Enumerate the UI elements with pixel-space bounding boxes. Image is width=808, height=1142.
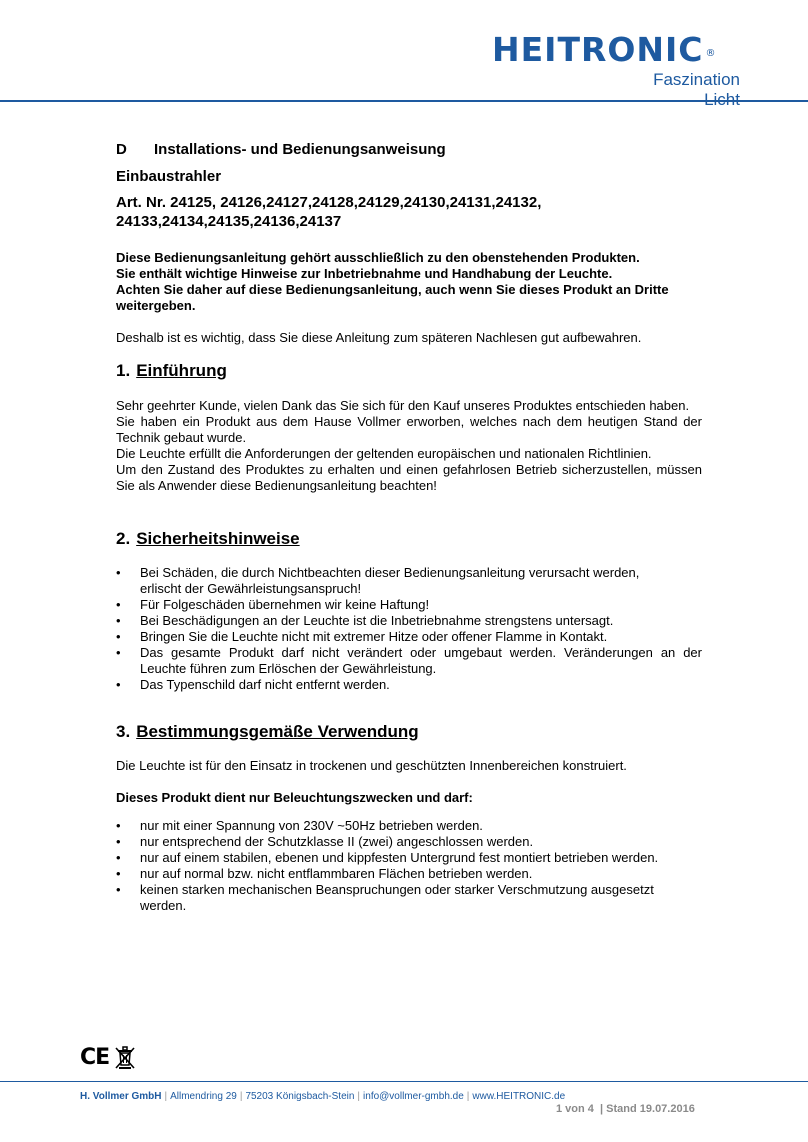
bullet-icon: • [116, 866, 121, 881]
bullet-icon: • [116, 850, 121, 865]
intro-line: Sie enthält wichtige Hinweise zur Inbetriebnahme und Handhabung der Leuchte. [116, 266, 613, 281]
city: 75203 Königsbach-Stein [245, 1091, 355, 1102]
list-item [116, 866, 702, 882]
bullet-icon: • [116, 613, 121, 628]
article-numbers-line-2: 24133,24134,24135,24136,24137 [116, 213, 342, 230]
list-item-text: Bei Beschädigungen an der Leuchte ist die Inbetriebnahme strengstens untersagt. [140, 613, 614, 628]
list-item-text: Bringen Sie die Leuchte nicht mit extremer Hitze oder offener Flamme in Kontakt. [140, 629, 608, 644]
bullet-icon: • [116, 565, 121, 580]
intro-line: Achten Sie daher auf diese Bedienungsanleitung, auch wenn Sie dieses Produkt an Dritte weitergeben. [116, 282, 669, 313]
intended-use-text: Die Leuchte ist für den Einsatz in trockenen und geschützten Innenbereichen konstruiert. [116, 758, 627, 773]
bullet-icon: • [116, 834, 121, 849]
footer-rule [0, 1081, 808, 1082]
list-item-text: nur auf einem stabilen, ebenen und kippfesten Untergrund fest montiert betrieben werden. [140, 850, 659, 865]
list-item [116, 565, 702, 597]
document-body [116, 140, 702, 914]
product-name: Einbaustrahler [116, 168, 222, 185]
list-item [116, 834, 702, 850]
footer-address: H. Vollmer GmbH | Allmendring 29 | 75203 Königsbach-Stein | info@vollmer-gmbh.de | www.HEITRONIC.de [80, 1091, 566, 1102]
list-item-text: Das gesamte Produkt darf nicht verändert oder umgebaut werden. Veränderungen an der Leuchte führen zum Erlöschen der Gewährleistung. [140, 645, 702, 676]
bullet-icon: • [116, 818, 121, 833]
revision-date: | Stand 19.07.2016 [600, 1103, 695, 1115]
intro-line: Diese Bedienungsanleitung gehört ausschließlich zu den obenstehenden Produkten. [116, 250, 640, 265]
list-item [116, 850, 702, 866]
compliance-marks [80, 1045, 135, 1070]
section-heading-sicherheitshinweise [116, 528, 702, 549]
list-item-text: nur auf normal bzw. nicht entflammbaren Flächen betrieben werden. [140, 866, 533, 881]
bullet-icon: • [116, 645, 121, 660]
list-title: Dieses Produkt dient nur Beleuchtungszwecken und darf: [116, 790, 473, 805]
section-title: Bestimmungsgemäße Verwendung [136, 722, 419, 741]
list-item-text: nur mit einer Spannung von 230V ~50Hz betrieben werden. [140, 818, 483, 833]
bullet-icon: • [116, 677, 121, 692]
list-item-text: keinen starken mechanischen Beanspruchungen oder starker Verschmutzung ausgesetzt werden. [140, 882, 654, 913]
list-item [116, 882, 702, 914]
section-title: Sicherheitshinweise [136, 529, 300, 548]
section-number: 2. [116, 529, 131, 548]
logo-tagline: Faszination [653, 70, 740, 89]
street: Allmendring 29 [170, 1091, 237, 1102]
email-link[interactable]: info@vollmer-gmbh.de [363, 1091, 464, 1102]
list-item-text: Für Folgeschäden übernehmen wir keine Haftung! [140, 597, 430, 612]
bullet-icon: • [116, 597, 121, 612]
ce-mark-icon: CE [80, 1045, 110, 1070]
list-item [116, 613, 702, 629]
page-number: 1 von 4 [556, 1103, 594, 1115]
header-rule [0, 100, 808, 102]
language-prefix: D [116, 141, 127, 158]
section-number: 1. [116, 361, 131, 380]
heitronic-logo [492, 30, 742, 70]
usage-list [116, 818, 702, 914]
registered-mark: ® [705, 48, 717, 59]
paragraph-line: Sehr geehrter Kunde, vielen Dank das Sie sich für den Kauf unseres Produktes entschieden haben. [116, 398, 690, 413]
section-heading-verwendung [116, 721, 702, 742]
article-numbers-line-1: Art. Nr. 24125, 24126,24127,24128,24129,24130,24131,24132, [116, 194, 542, 211]
list-item-text: Das Typenschild darf nicht entfernt werden. [140, 677, 390, 692]
page-info [556, 1102, 695, 1116]
section-title: Einführung [136, 361, 227, 380]
list-item [116, 677, 702, 693]
section-number: 3. [116, 722, 131, 741]
list-item [116, 645, 702, 677]
section-heading-einfuehrung [116, 360, 702, 381]
keep-instructions-text: Deshalb ist es wichtig, dass Sie diese Anleitung zum späteren Nachlesen gut aufbewahren. [116, 330, 642, 345]
company-name: H. Vollmer GmbH [80, 1091, 162, 1102]
list-item-text: nur entsprechend der Schutzklasse II (zwei) angeschlossen werden. [140, 834, 534, 849]
bullet-icon: • [116, 629, 121, 644]
document-title [116, 140, 702, 159]
website-link[interactable]: www.HEITRONIC.de [472, 1091, 566, 1102]
introduction-text [116, 398, 702, 494]
title-text: Installations- und Bedienungsanweisung [154, 141, 446, 158]
article-numbers [116, 193, 702, 231]
intro-notice [116, 250, 702, 314]
safety-list [116, 565, 702, 693]
logo-word: HEITRONIC [492, 30, 704, 69]
paragraph-line: Die Leuchte erfüllt die Anforderungen der geltenden europäischen und nationalen Richtlinien. [116, 446, 652, 461]
list-item-text-continued: erlischt der Gewährleistungsanspruch! [140, 581, 362, 596]
list-item [116, 629, 702, 645]
list-item [116, 597, 702, 613]
bullet-icon: • [116, 882, 121, 897]
weee-bin-icon [115, 1046, 135, 1070]
list-item [116, 818, 702, 834]
list-item-text: Bei Schäden, die durch Nichtbeachten dieser Bedienungsanleitung verursacht werden, [140, 565, 640, 580]
paragraph-line: Sie haben ein Produkt aus dem Hause Vollmer erworben, welches nach dem heutigen Stand der Technik gebaut wurde. [116, 414, 702, 445]
paragraph-line: Um den Zustand des Produktes zu erhalten und einen gefahrlosen Betrieb sicherzustellen, müssen Sie als Anwender diese Bedienungsanleitung beachten! [116, 462, 702, 493]
